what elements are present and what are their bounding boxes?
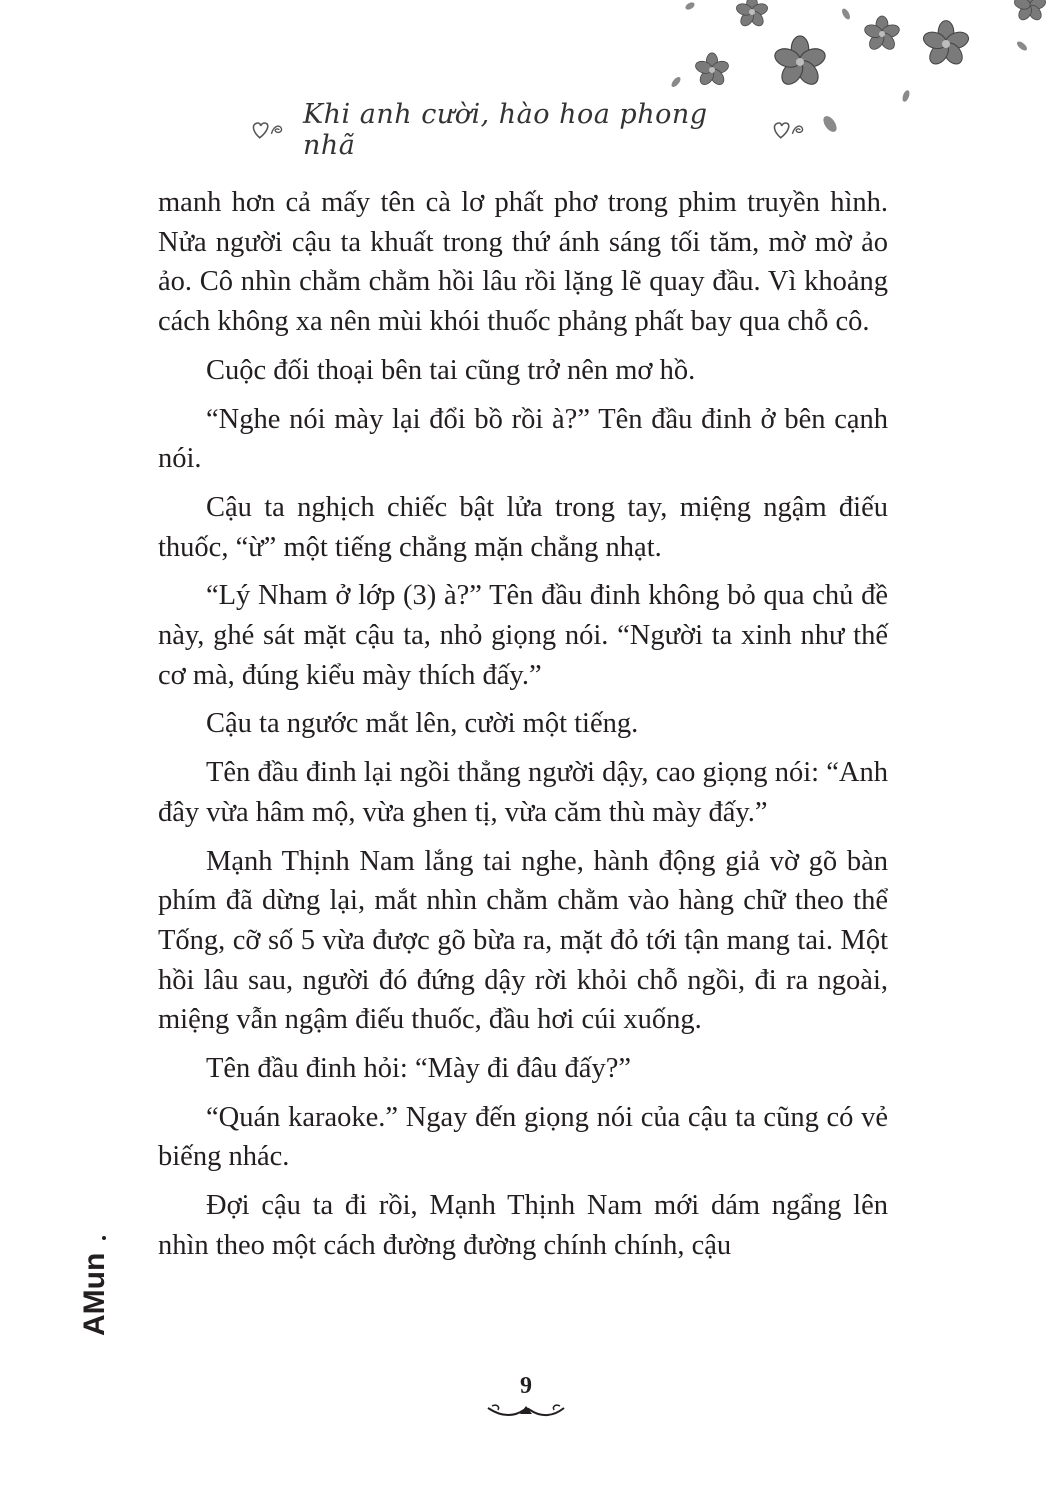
svg-text:AMun: AMun [78, 1252, 111, 1336]
petal-icon [1015, 40, 1028, 52]
amun-logo-icon [70, 1230, 114, 1340]
paragraph: Cuộc đối thoại bên tai cũng trở nên mơ hồ. [206, 354, 696, 386]
petal-icon [840, 7, 851, 20]
running-header [250, 99, 810, 161]
heart-flourish-icon [771, 118, 810, 142]
paragraph: “Nghe nói mày lại đổi bồ rồi à?” Tên đầu đinh ở bên cạnh nói. [158, 403, 888, 475]
paragraph: “Quán karaoke.” Ngay đến giọng nói của cậu ta cũng có vẻ biếng nhác. [158, 1101, 888, 1173]
page-number: 9 [520, 1373, 532, 1399]
petal-icon [670, 75, 682, 88]
petal-icon [821, 114, 840, 134]
paragraph: manh hơn cả mấy tên cà lơ phất phơ trong phim truyền hình. Nửa người cậu ta khuất trong thứ ánh sáng tối tăm, mờ mờ ảo ảo. Cô nhìn chằm chằm hồi lâu rồi lặng lẽ quay đầu. Vì khoảng cách không xa nên mùi khói thuốc phảng phất bay qua chỗ cô. [158, 187, 888, 338]
paragraph: Cậu ta ngước mắt lên, cười một tiếng. [206, 708, 639, 740]
paragraph: “Lý Nham ở lớp (3) à?” Tên đầu đinh không bỏ qua chủ đề này, ghé sát mặt cậu ta, nhỏ giọng nói. “Người ta xinh như thế cơ mà, đúng kiểu mày thích đấy.” [158, 580, 888, 691]
petal-icon [684, 1, 696, 11]
paragraph: Cậu ta nghịch chiếc bật lửa trong tay, miệng ngậm điếu thuốc, “ừ” một tiếng chẳng mặn chẳng nhạt. [158, 491, 888, 563]
body-text [158, 183, 888, 1275]
flower-icon [1013, 0, 1047, 22]
paragraph: Tên đầu đinh hỏi: “Mày đi đâu đấy?” [206, 1053, 631, 1085]
petal-icon [901, 89, 911, 102]
book-title: Khi anh cười, hào hoa phong nhã [302, 99, 708, 161]
paragraph: Mạnh Thịnh Nam lắng tai nghe, hành động giả vờ gõ bàn phím đã dừng lại, mắt nhìn chằm chằm vào hàng chữ theo thể Tống, cỡ số 5 vừa được gõ bừa ra, mặt đỏ tới tận mang tai. Một hồi lâu sau, người đó đứng dậy rời khỏi chỗ ngồi, đi ra ngoài, miệng vẫn ngậm điếu thuốc, đầu hơi cúi xuống. [158, 845, 888, 1036]
paragraph: Tên đầu đinh lại ngồi thẳng người dậy, cao giọng nói: “Anh đây vừa hâm mộ, vừa ghen tị, vừa căm thù mày đấy.” [158, 757, 888, 828]
heart-flourish-icon [250, 118, 289, 142]
paragraph: Đợi cậu ta đi rồi, Mạnh Thịnh Nam mới dám ngẩng lên nhìn theo một cách đường đường chính chính, cậu [158, 1190, 888, 1261]
page-ornament-swirl-icon [486, 1400, 566, 1422]
